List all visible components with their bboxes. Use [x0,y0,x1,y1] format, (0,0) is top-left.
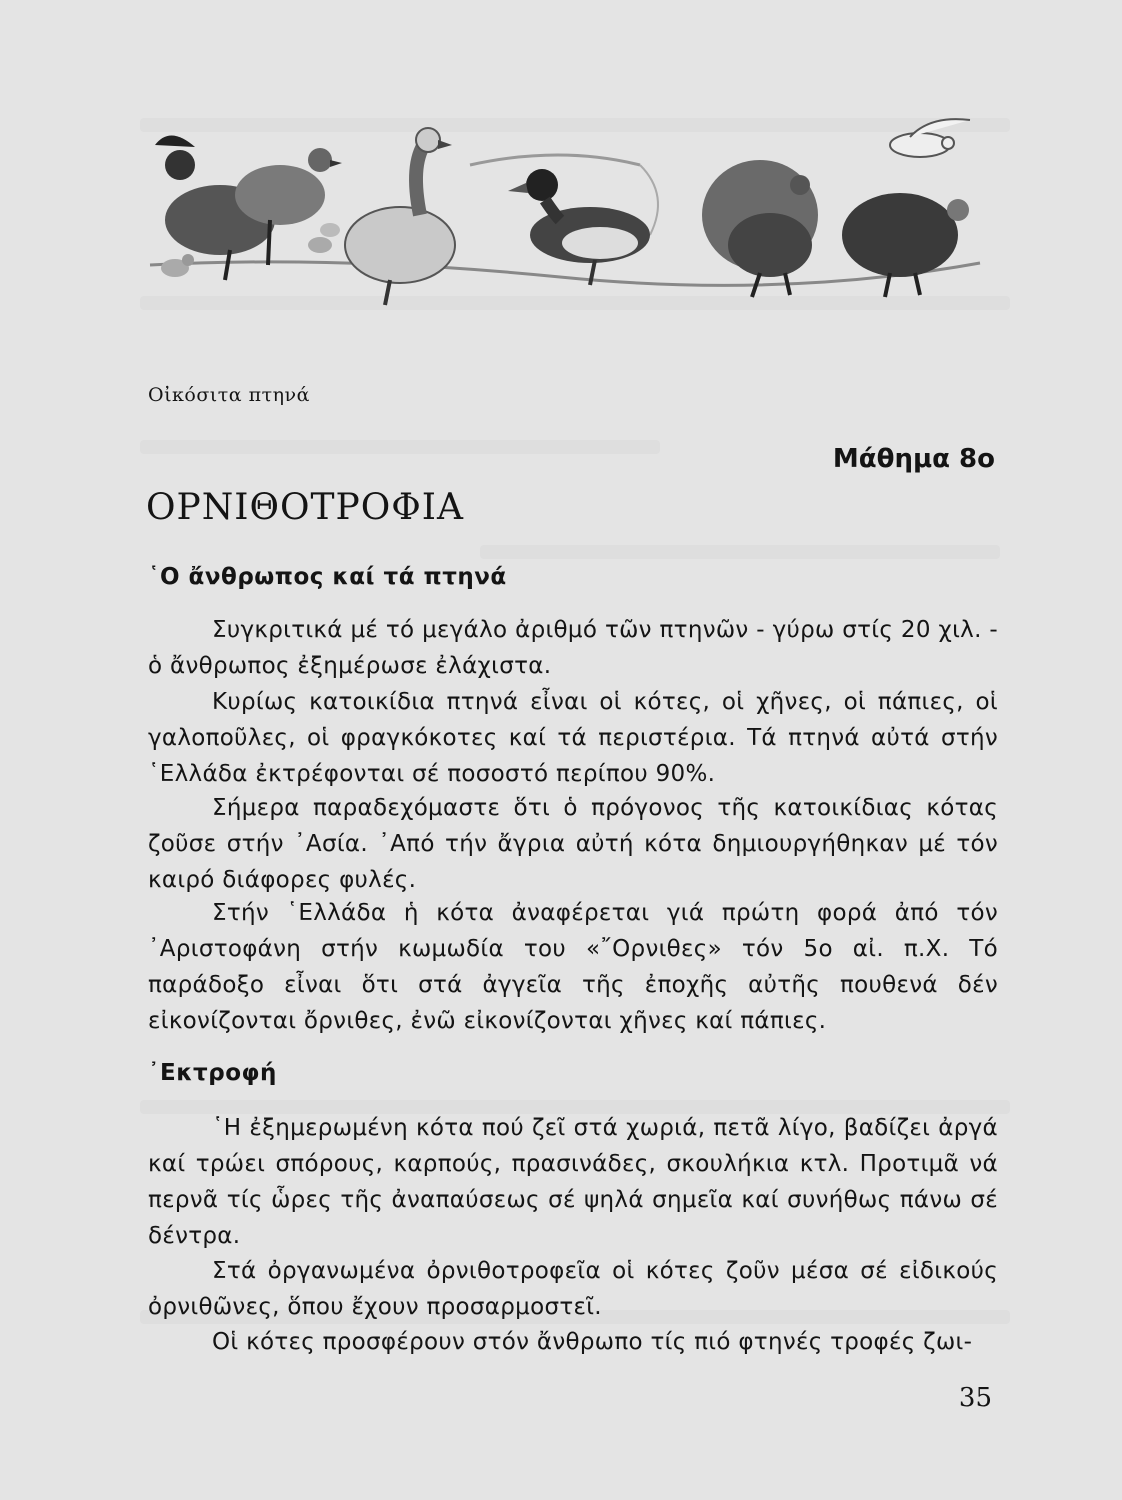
dove-icon [890,119,970,157]
section-heading: ᾿Εκτροφή [148,1060,277,1086]
chapter-title: ΟΡΝΙΘΟΤΡΟΦΙΑ [146,487,464,528]
paragraph: Στήν ῾Ελλάδα ἡ κότα ἀναφέρεται γιά πρώτη φορά ἀπό τόν ᾿Αριστοφάνη στήν κωμωδία του «῎Ορνιθες» τόν 5ο αἰ. π.Χ. Τό παράδοξο εἶναι ὅτι στά ἀγγεῖα τῆς ἐποχῆς αὐτῆς πουθενά δέν εἰκονίζονται ὄρνιθες, ἐνῶ εἰκονίζονται χῆνες καί πάπιες. [148,900,998,1034]
lesson-label: Μάθημα 8ο [832,444,995,474]
paragraph: Σήμερα παραδεχόμαστε ὅτι ὁ πρόγονος τῆς κατοικίδιας κότας ζοῦσε στήν ᾿Ασία. ᾿Από τήν ἄγρια αὐτή κότα δημιουργήθηκαν μέ τόν καιρό διάφορες φυλές. [148,795,998,893]
page-number: 35 [958,1383,992,1413]
bleed-through-line [480,545,1000,559]
paragraph: ῾Η ἐξημερωμένη κότα πού ζεῖ στά χωριά, πετᾶ λίγο, βαδίζει ἀργά καί τρώει σπόρους, καρπούς, πρασινάδες, σκουλήκια κτλ. Προτιμᾶ νά περνᾶ τίς ὧρες τῆς ἀναπαύσεως σέ ψηλά σημεῖα καί συνήθως πάνω σέ δέντρα. [148,1115,998,1249]
domestic-birds-illustration [140,105,1000,330]
goose-icon [345,128,455,305]
paragraph: Κυρίως κατοικίδια πτηνά εἶναι οἱ κότες, οἱ χῆνες, οἱ πάπιες, οἱ γαλοποῦλες, οἱ φραγκόκοτες καί τά περιστέρια. Τά πτηνά αὐτά στήν ῾Ελλάδα ἐκτρέφονται σέ ποσοστό περίπου 90%. [148,689,998,787]
figure-caption: Οἰκόσιτα πτηνά [148,384,310,406]
turkey-icon [702,160,818,297]
paragraph: Συγκριτικά μέ τό μεγάλο ἀριθμό τῶν πτηνῶν - γύρω στίς 20 χιλ. - ὁ ἄνθρωπος ἐξημέρωσε ἐλάχιστα. [148,617,998,679]
paragraph: Στά ὀργανωμένα ὀρνιθοτροφεῖα οἱ κότες ζοῦν μέσα σέ εἰδικούς ὀρνιθῶνες, ὅπου ἔχουν προσαρμοστεῖ. [148,1258,998,1320]
paragraph: Οἱ κότες προσφέρουν στόν ἄνθρωπο τίς πιό φτηνές τροφές ζωι- [212,1329,973,1355]
bleed-through-line [140,440,660,454]
duck-icon [508,169,650,285]
section-heading: ῾Ο ἄνθρωπος καί τά πτηνά [148,564,507,590]
guinea-fowl-icon [842,193,969,297]
